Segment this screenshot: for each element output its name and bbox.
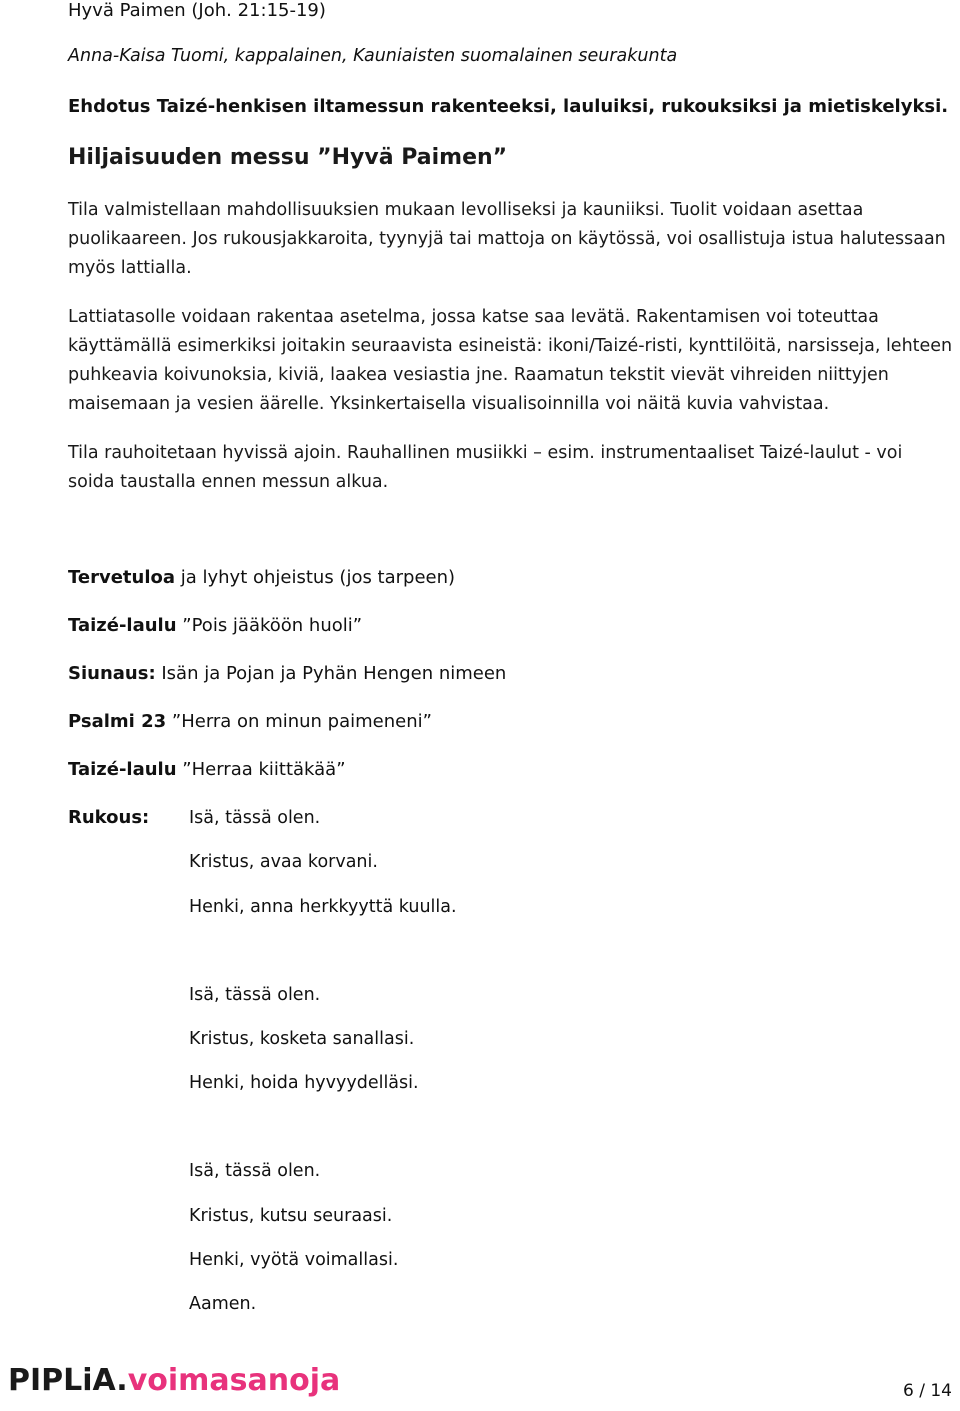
order-text: ”Pois jääköön huoli” [176,615,363,636]
order-text: ja lyhyt ohjeistus (jos tarpeen) [175,567,456,588]
prayer-label: Rukous: [68,807,150,828]
order-item-blessing [68,663,506,684]
logo-voimasanoja: voimasanoja [127,1363,341,1398]
paragraph-line: Tila rauhoitetaan hyvissä ajoin. Rauhallinen musiikki – esim. instrumentaaliset Taizé-laulut - voi [68,443,903,463]
paragraph-line: myös lattialla. [68,258,192,278]
order-item-welcome [68,567,455,588]
prayer-line: Kristus, kutsu seuraasi. [189,1206,393,1226]
order-label: Taizé-laulu [68,615,177,636]
order-label: Psalmi 23 [68,711,167,732]
author-line: Anna-Kaisa Tuomi, kappalainen, Kauniaisten suomalainen seurakunta [68,46,678,66]
page-number: 6 / 14 [903,1381,952,1401]
prayer-line: Isä, tässä olen. [189,1161,321,1181]
prayer-line: Kristus, kosketa sanallasi. [189,1029,415,1049]
footer-logo [8,1363,340,1403]
section-heading: Hiljaisuuden messu ”Hyvä Paimen” [68,145,508,170]
paragraph-line: käyttämällä esimerkiksi joitakin seuraavista esineistä: ikoni/Taizé-risti, kynttilöitä, narsisseja, lehteen [68,336,953,356]
prayer-line: Henki, anna herkkyyttä kuulla. [189,897,457,917]
order-item-song-2 [68,759,346,780]
logo-piplia: PIPLiA. [8,1363,128,1398]
paragraph-line: puhkeavia koivunoksia, kiviä, laakea vesiastia jne. Raamatun tekstit vievät vihreiden niittyjen [68,365,889,385]
prayer-line: Henki, vyötä voimallasi. [189,1250,399,1270]
prayer-line: Kristus, avaa korvani. [189,852,378,872]
intro-paragraph [68,196,958,283]
order-text: ”Herra on minun paimeneni” [166,711,432,732]
order-text: Isän ja Pojan ja Pyhän Hengen nimeen [155,663,507,684]
document-title: Hyvä Paimen (Joh. 21:15-19) [68,0,326,21]
paragraph-line: maisemaan ja vesien äärelle. Yksinkertaisella visualisoinnilla voi näitä kuvia vahvistaa. [68,394,830,414]
paragraph-line: soida taustalla ennen messun alkua. [68,472,389,492]
order-item-psalm [68,711,432,732]
music-paragraph [68,439,958,497]
order-label: Tervetuloa [68,567,176,588]
prayer-line: Isä, tässä olen. [189,808,321,828]
paragraph-line: puolikaareen. Jos rukousjakkaroita, tyynyjä tai mattoja on käytössä, voi osallistuja istua halutessaan [68,229,946,249]
prayer-line: Henki, hoida hyvyydelläsi. [189,1073,419,1093]
proposal-line: Ehdotus Taizé-henkisen iltamessun rakenteeksi, lauluiksi, rukouksiksi ja mietiskelyksi. [68,96,949,117]
order-label: Siunaus: [68,663,156,684]
setup-paragraph [68,303,958,419]
paragraph-line: Tila valmistellaan mahdollisuuksien mukaan levolliseksi ja kauniiksi. Tuolit voidaan asettaa [68,200,864,220]
order-label: Taizé-laulu [68,759,177,780]
paragraph-line: Lattiatasolle voidaan rakentaa asetelma, jossa katse saa levätä. Rakentamisen voi toteuttaa [68,307,879,327]
prayer-line: Isä, tässä olen. [189,985,321,1005]
prayer-amen: Aamen. [189,1294,257,1314]
order-text: ”Herraa kiittäkää” [176,759,346,780]
order-item-song-1 [68,615,362,636]
